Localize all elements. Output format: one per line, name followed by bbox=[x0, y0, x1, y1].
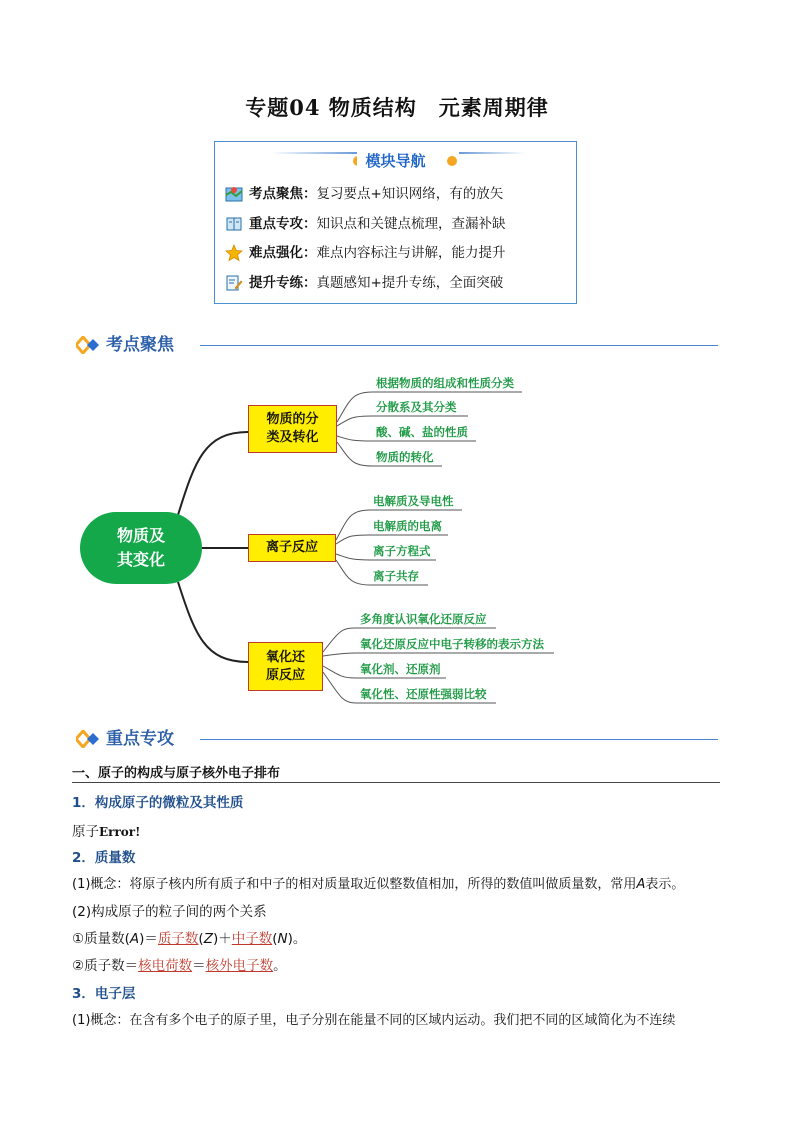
section-title: 考点聚焦 bbox=[106, 335, 174, 355]
mindmap-branch-ionic bbox=[248, 534, 336, 562]
shell-paragraph: (1)概念：在含有多个电子的原子里，电子分别在能量不同的区域内运动。我们把不同的区域简化为不连续 bbox=[72, 1013, 676, 1028]
r2-c: 。 bbox=[273, 958, 287, 974]
mindmap-leaf: 多角度认识氧化还原反应 bbox=[360, 612, 487, 626]
r1-A: A bbox=[129, 931, 140, 947]
r2-nuclear-charge: 核电荷数 bbox=[138, 958, 193, 974]
mindmap-leaf: 物质的转化 bbox=[376, 450, 434, 464]
r1-d: )＋ bbox=[212, 931, 232, 947]
atom-prefix: 原子 bbox=[72, 824, 99, 840]
mindmap-leaf: 酸、碱、盐的性质 bbox=[376, 425, 468, 439]
branch-line1: 物质的分 bbox=[266, 412, 319, 427]
root-line1: 物质及 bbox=[116, 526, 165, 545]
section-rule bbox=[200, 345, 718, 346]
nav-text: 复习要点+知识网络，有的放矢 bbox=[316, 186, 504, 202]
section-rule bbox=[200, 739, 718, 740]
r1-neutron: 中子数 bbox=[231, 931, 273, 947]
r2-a: ②质子数＝ bbox=[72, 958, 139, 974]
branch-line2: 原反应 bbox=[265, 667, 305, 683]
r1-b: )＝ bbox=[139, 931, 158, 947]
mindmap-leaf: 分散系及其分类 bbox=[376, 400, 457, 414]
nav-label: 考点聚焦： bbox=[249, 186, 317, 202]
section-header-kaodian bbox=[76, 333, 722, 357]
nav-title: 模块导航 bbox=[357, 152, 433, 170]
symbol-a: A bbox=[636, 877, 646, 892]
content-heading bbox=[72, 762, 720, 783]
mindmap-branch-classification bbox=[248, 405, 337, 453]
nav-row-nandian bbox=[225, 243, 506, 263]
nav-label: 提升专练： bbox=[249, 275, 317, 291]
r1-a: ①质量数( bbox=[72, 931, 130, 947]
r1-c: ( bbox=[198, 931, 204, 947]
r2-b: ＝ bbox=[192, 958, 206, 974]
nav-text: 真题感知+提升专练，全面突破 bbox=[316, 275, 504, 291]
mindmap-branch-redox bbox=[248, 642, 323, 691]
heading-text: 一、原子的构成与原子核外电子排布 bbox=[72, 766, 281, 781]
nav-text: 难点内容标注与讲解，能力提升 bbox=[316, 245, 506, 261]
r1-N: N bbox=[277, 931, 288, 947]
r1-proton: 质子数 bbox=[157, 931, 199, 947]
concept-paragraph bbox=[72, 873, 684, 892]
mindmap-leaf: 氧化剂、还原剂 bbox=[360, 662, 441, 676]
relation-paragraph: (2)构成原子的粒子间的两个关系 bbox=[72, 904, 267, 920]
root-line2: 其变化 bbox=[116, 550, 165, 569]
diamond-icon bbox=[76, 730, 102, 748]
subheading-3: 3．电子层 bbox=[72, 986, 136, 1002]
subheading-1: 1．构成原子的微粒及其性质 bbox=[72, 795, 244, 811]
mindmap-leaf: 氧化还原反应中电子转移的表示方法 bbox=[360, 637, 544, 651]
nav-row-zhongdian bbox=[225, 214, 506, 234]
mindmap-leaf: 电解质及导电性 bbox=[373, 494, 454, 508]
r1-Z: Z bbox=[203, 931, 213, 947]
atom-error: Error! bbox=[99, 825, 141, 839]
nav-label: 难点强化： bbox=[249, 245, 317, 261]
book-icon bbox=[225, 215, 243, 233]
map-icon bbox=[225, 185, 243, 203]
mindmap-leaf: 根据物质的组成和性质分类 bbox=[376, 376, 514, 390]
mindmap-root bbox=[80, 512, 202, 584]
r2-electrons: 核外电子数 bbox=[205, 958, 274, 974]
page-title bbox=[0, 92, 794, 122]
branch-line1: 氧化还 bbox=[265, 649, 305, 665]
mindmap-leaf: 氧化性、还原性强弱比较 bbox=[360, 687, 487, 701]
edit-icon bbox=[225, 274, 243, 292]
diamond-icon bbox=[76, 336, 102, 354]
section-title: 重点专攻 bbox=[106, 729, 174, 749]
title-sub: 元素周期律 bbox=[438, 95, 549, 120]
nav-text: 知识点和关键点梳理，查漏补缺 bbox=[316, 216, 506, 232]
r1-e: ( bbox=[272, 931, 278, 947]
nav-header bbox=[215, 150, 576, 171]
branch-line1: 离子反应 bbox=[265, 540, 318, 555]
mindmap-leaf: 离子方程式 bbox=[373, 544, 431, 558]
section-header-zhongdian bbox=[76, 727, 722, 751]
module-navigation-box bbox=[214, 141, 577, 304]
mindmap-leaf: 离子共存 bbox=[373, 569, 419, 583]
para-text: 将原子核内所有质子和中子的相对质量取近似整数值相加，所得的数值叫做质量数，常用 bbox=[129, 877, 637, 892]
branch-line2: 类及转化 bbox=[266, 430, 319, 445]
title-main: 专题04 物质结构 bbox=[245, 95, 417, 120]
nav-row-kaodian bbox=[225, 184, 503, 204]
mindmap-leaf: 电解质的电离 bbox=[373, 519, 442, 533]
subheading-2: 2．质量数 bbox=[72, 850, 136, 866]
para-suffix: 表示。 bbox=[645, 877, 685, 892]
atom-line bbox=[72, 820, 140, 840]
para-prefix: (1)概念： bbox=[72, 877, 130, 892]
star-icon bbox=[225, 244, 243, 262]
relation-2 bbox=[72, 954, 287, 974]
nav-label: 重点专攻： bbox=[249, 216, 317, 232]
relation-1 bbox=[72, 927, 306, 947]
r1-f: )。 bbox=[287, 931, 307, 947]
nav-row-tisheng bbox=[225, 273, 503, 293]
